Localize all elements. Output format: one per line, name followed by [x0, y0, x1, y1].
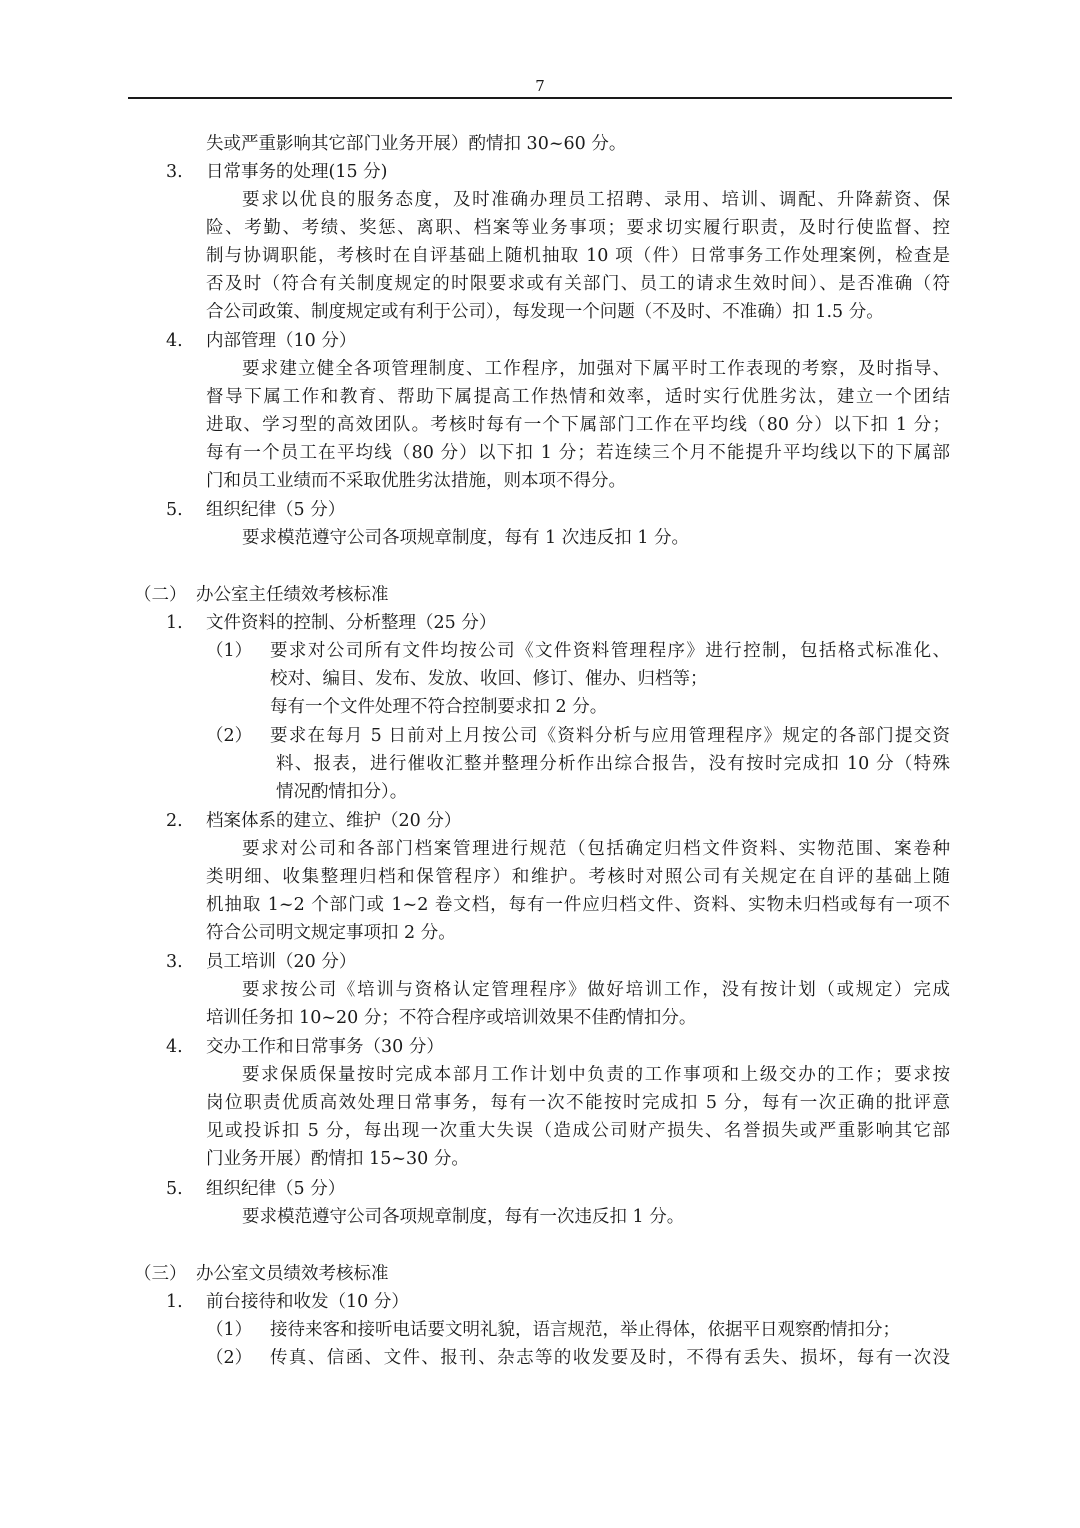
item-heading: 员工培训（20 分）: [206, 952, 357, 972]
item-number: 1.: [166, 613, 183, 633]
item-number: （1）: [206, 1320, 253, 1340]
item-heading: 日常事务的处理(15 分): [206, 162, 388, 182]
item-number: （二）: [134, 585, 187, 605]
item-heading: 内部管理（10 分）: [206, 331, 357, 351]
text-line: 符合公司明文规定事项扣 2 分。: [206, 923, 456, 943]
text-line: 料、报表，进行催收汇整并整理分析作出综合报告，没有按时完成扣 10 分（特殊: [276, 754, 950, 774]
item-heading: 文件资料的控制、分析整理（25 分）: [206, 613, 497, 633]
item-heading: 接待来客和接听电话要文明礼貌，语言规范，举止得体，依据平日观察酌情扣分；: [270, 1320, 900, 1340]
text-line: 督导下属工作和教育、帮助下属提高工作热情和效率，适时实行优胜劣汰，建立一个团结: [206, 387, 950, 407]
text-line: 进取、学习型的高效团队。考核时每有一个下属部门工作在平均线（80 分）以下扣 1 分；: [206, 415, 950, 435]
text-line: 合公司政策、制度规定或有利于公司），每发现一个问题（不及时、不准确）扣 1.5 分。: [206, 302, 884, 322]
item-heading: 要求对公司所有文件均按公司《文件资料管理程序》进行控制，包括格式标准化、: [270, 641, 950, 661]
item-number: 4.: [166, 1037, 183, 1057]
item-heading: 组织纪律（5 分）: [206, 1179, 346, 1199]
item-heading: 要求在每月 5 日前对上月按公司《资料分析与应用管理程序》规定的各部门提交资: [270, 726, 950, 746]
item-number: 4.: [166, 331, 183, 351]
item-heading: 组织纪律（5 分）: [206, 500, 346, 520]
text-line: 校对、编目、发布、发放、收回、修订、催办、归档等；: [270, 669, 708, 689]
text-line: 岗位职责优质高效处理日常事务，每有一次不能按时完成扣 5 分，每有一次正确的批评意: [206, 1093, 950, 1113]
text-line: 要求保质保量按时完成本部月工作计划中负责的工作事项和上级交办的工作；要求按: [242, 1065, 950, 1085]
item-number: （2）: [206, 726, 253, 746]
text-line: 要求对公司和各部门档案管理进行规范（包括确定归档文件资料、实物范围、案卷种: [242, 839, 950, 859]
item-heading: 办公室文员绩效考核标准: [196, 1264, 389, 1284]
text-line: 要求按公司《培训与资格认定管理程序》做好培训工作，没有按计划（或规定）完成: [242, 980, 950, 1000]
item-number: 5.: [166, 500, 183, 520]
text-line: 每有一个员工在平均线（80 分）以下扣 1 分；若连续三个月不能提升平均线以下的下属部: [206, 443, 950, 463]
text-line: 情况酌情扣分）。: [276, 782, 408, 802]
text-line: 要求以优良的服务态度，及时准确办理员工招聘、录用、培训、调配、升降薪资、保: [242, 190, 950, 210]
item-number: 3.: [166, 162, 183, 182]
item-number: 2.: [166, 811, 183, 831]
page-number: 7: [535, 77, 545, 95]
item-heading: 档案体系的建立、维护（20 分）: [206, 811, 462, 831]
text-line: 险、考勤、考绩、奖惩、离职、档案等业务事项；要求切实履行职责，及时行使监督、控: [206, 218, 950, 238]
text-line: 培训任务扣 10~20 分；不符合程序或培训效果不佳酌情扣分。: [206, 1008, 697, 1028]
item-number: （三）: [134, 1264, 187, 1284]
text-line: 每有一个文件处理不符合控制要求扣 2 分。: [270, 697, 608, 717]
item-heading: 前台接待和收发（10 分）: [206, 1292, 409, 1312]
text-line: 机抽取 1~2 个部门或 1~2 卷文档，每有一件应归档文件、资料、实物未归档或每有一项不: [206, 895, 950, 915]
text-line: 要求模范遵守公司各项规章制度，每有 1 次违反扣 1 分。: [242, 528, 690, 548]
item-heading: 交办工作和日常事务（30 分）: [206, 1037, 444, 1057]
item-heading: 办公室主任绩效考核标准: [196, 585, 389, 605]
text-line: 要求建立健全各项管理制度、工作程序，加强对下属平时工作表现的考察，及时指导、: [242, 359, 950, 379]
item-heading: 传真、信函、文件、报刊、杂志等的收发要及时，不得有丢失、损坏，每有一次没: [270, 1348, 950, 1368]
text-line: 制与协调职能，考核时在自评基础上随机抽取 10 项（件）日常事务工作处理案例，检查是: [206, 246, 950, 266]
text-line: 见或投诉扣 5 分，每出现一次重大失误（造成公司财产损失、名誉损失或严重影响其它部: [206, 1121, 950, 1141]
item-number: 1.: [166, 1292, 183, 1312]
text-line: 失或严重影响其它部门业务开展）酌情扣 30~60 分。: [206, 134, 627, 154]
item-number: 5.: [166, 1179, 183, 1199]
text-line: 类明细、收集整理归档和保管程序）和维护。考核时对照公司有关规定在自评的基础上随: [206, 867, 950, 887]
item-number: 3.: [166, 952, 183, 972]
item-number: （2）: [206, 1348, 253, 1368]
item-number: （1）: [206, 641, 253, 661]
header-rule: [128, 97, 952, 99]
text-line: 门业务开展）酌情扣 15~30 分。: [206, 1149, 469, 1169]
text-line: 否及时（符合有关制度规定的时限要求或有关部门、员工的请求生效时间）、是否准确（符: [206, 274, 950, 294]
text-line: 要求模范遵守公司各项规章制度，每有一次违反扣 1 分。: [242, 1207, 685, 1227]
text-line: 门和员工业绩而不采取优胜劣汰措施，则本项不得分。: [206, 471, 626, 491]
